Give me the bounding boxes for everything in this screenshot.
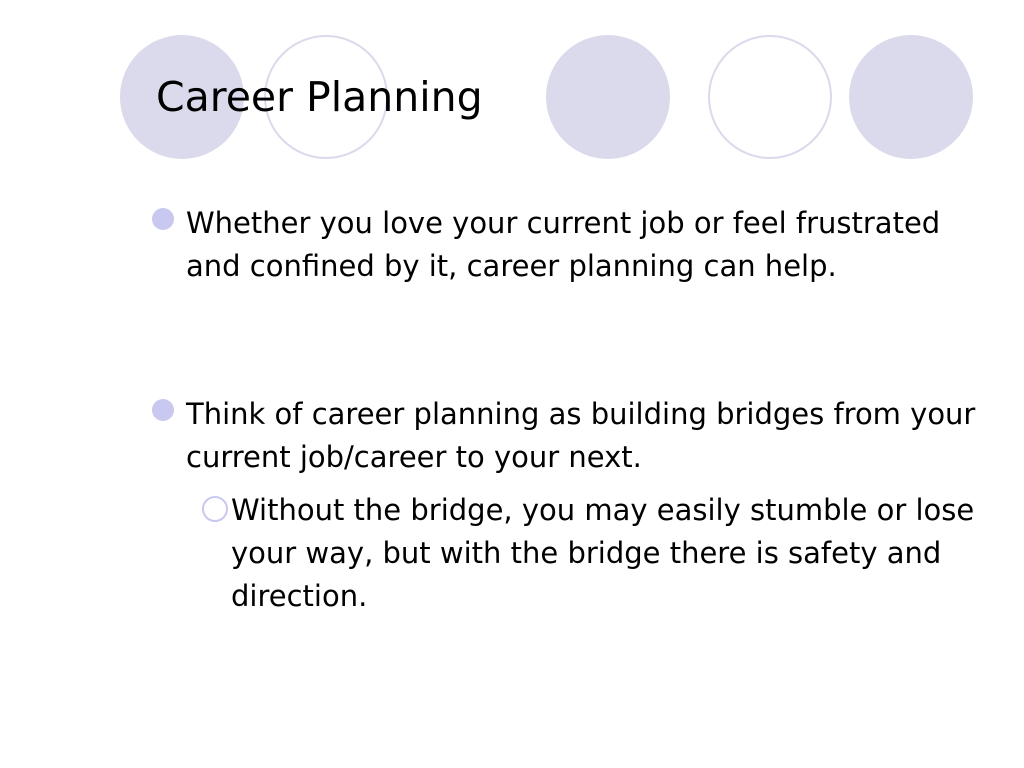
bullet-item — [186, 393, 986, 479]
sub-bullet-icon — [202, 496, 228, 522]
bullet-icon — [152, 208, 174, 230]
bullet-text: Think of career planning as building bridges from your current job/career to your next. — [186, 397, 976, 474]
decorative-circle-icon — [546, 35, 670, 159]
decorative-circle-outline-icon — [708, 35, 832, 159]
bullet-item — [186, 202, 976, 288]
sub-bullet-item — [231, 489, 991, 618]
sub-bullet-text: Without the bridge, you may easily stumble or lose your way, but with the bridge there is safety and direction. — [231, 493, 975, 613]
bullet-text: Whether you love your current job or feel frustrated and confined by it, career planning can help. — [186, 206, 941, 283]
decorative-circle-icon — [849, 35, 973, 159]
slide-title: Career Planning — [156, 73, 483, 121]
bullet-icon — [152, 399, 174, 421]
